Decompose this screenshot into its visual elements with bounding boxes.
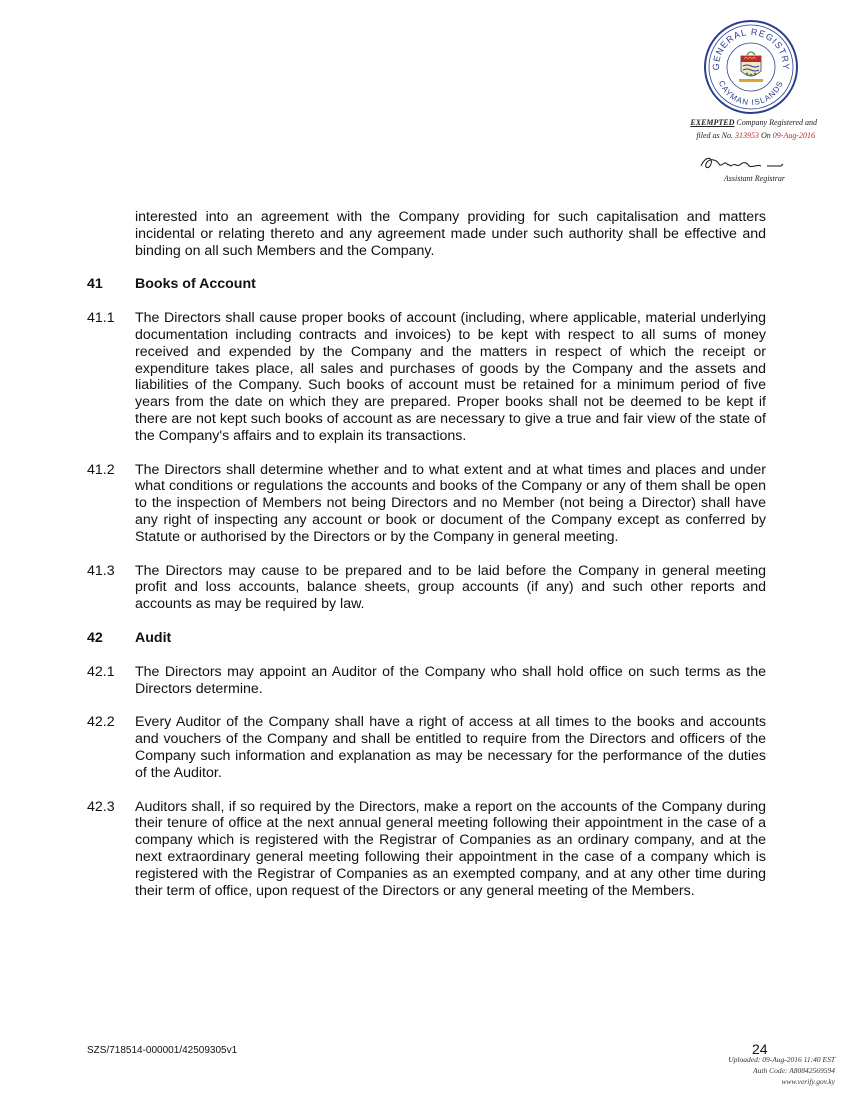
clause-41-1 [87, 310, 766, 444]
clause-text: The Directors shall cause proper books of account (including, where applicable, material underlying documentation including contracts and invoices) to be kept with respect to all sums of money received and expended by the Company and the matters in respect of which the receipt or expenditure takes place, all sales and purchases of goods by the Company and the assets and liabilities of the Company. Such books of account must be retained for a minimum period of five years from the date on which they are prepared. Proper books shall not be deemed to be kept if there are not kept such books of account as are necessary to give a true and fair view of the state of the Company's affairs and to explain its transactions. [135, 310, 766, 444]
clause-number: 41.1 [87, 310, 115, 327]
registrar-signature [697, 152, 787, 174]
clause-text: Every Auditor of the Company shall have a right of access at all times to the books and accounts and vouchers of the Company and shall be entitled to require from the Directors and officers of the Company such information and explanation as may be necessary for the performance of the duties of the Auditor. [135, 714, 766, 781]
stamp-line1-text: Company Registered and [736, 118, 817, 127]
stamp-filing-line [696, 131, 815, 140]
clause-number: 41.3 [87, 562, 115, 579]
continuation-paragraph: interested into an agreement with the Company providing for such capitalisation and matters incidental or relating thereto and any agreement made under such authority shall be effective and binding on all such Members and the Company. [135, 209, 766, 259]
stamp-status-word: EXEMPTED [690, 118, 735, 127]
section-number: 41 [87, 276, 103, 293]
stamp-registration-number: 313953 [735, 131, 759, 140]
stamp-registration-line [690, 118, 817, 127]
document-body [87, 209, 766, 916]
clause-41-2 [87, 462, 766, 546]
assistant-registrar-label: Assistant Registrar [723, 174, 785, 183]
clause-41-3 [87, 563, 766, 613]
clause-42-3 [87, 799, 766, 900]
clause-42-2 [87, 714, 766, 781]
general-registry-seal [703, 19, 799, 115]
clause-number: 42.2 [87, 714, 115, 731]
stamp-on-word: On [761, 131, 771, 140]
stamp-filed-prefix: filed as No. [696, 131, 733, 140]
section-number: 42 [87, 629, 103, 646]
clause-number: 42.3 [87, 798, 115, 815]
auth-code: Auth Code: A80842569594 [753, 1066, 835, 1075]
section-heading-42 [87, 630, 766, 647]
clause-text: The Directors shall determine whether and to what extent and at what times and places and under what conditions or regulations the accounts and books of the Company or any of them shall be open to the inspection of Members not being Directors and no Member (not being a Director) shall have any right of inspecting any account or book or document of the Company except as conferred by Statute or authorised by the Directors or by the Company in general meeting. [135, 461, 766, 545]
document-reference: SZS/718514-000001/42509305v1 [87, 1045, 238, 1056]
section-heading-41 [87, 276, 766, 293]
upload-timestamp: Uploaded: 09-Aug-2016 11:40 EST [728, 1055, 835, 1064]
clause-text: Auditors shall, if so required by the Directors, make a report on the accounts of the Company during their tenure of office at the next annual general meeting following their appointment in the case of a company which is registered with the Registrar of Companies as an ordinary company, and at the next extraordinary general meeting following their appointment in the case of a company which is registered with the Registrar of Companies as an exempted company, and at any other time during their term of office, upon request of the Directors or any general meeting of the Members. [135, 798, 766, 899]
clause-42-1 [87, 664, 766, 698]
clause-text: The Directors may appoint an Auditor of the Company who shall hold office on such terms as the Directors determine. [135, 663, 766, 697]
stamp-registration-date: 09-Aug-2016 [772, 131, 815, 140]
section-title: Books of Account [135, 276, 256, 293]
clause-number: 42.1 [87, 663, 115, 680]
svg-text:CAYMAN ISLANDS: CAYMAN ISLANDS [716, 79, 786, 108]
section-title: Audit [135, 629, 172, 646]
verify-link[interactable]: www.verify.gov.ky [781, 1077, 835, 1086]
svg-text:GENERAL REGISTRY: GENERAL REGISTRY [710, 26, 792, 71]
clause-number: 41.2 [87, 461, 115, 478]
clause-text: The Directors may cause to be prepared and to be laid before the Company in general meeting profit and loss accounts, balance sheets, group accounts (if any) and such other reports and accounts as may be required by law. [135, 562, 766, 613]
page-number: 24 [752, 1041, 768, 1057]
